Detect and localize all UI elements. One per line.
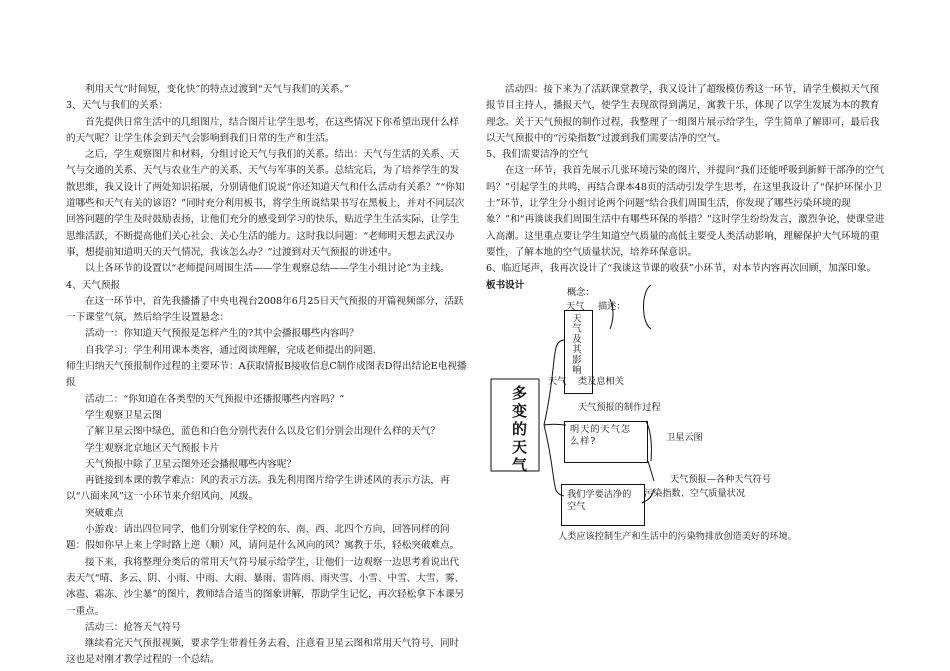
para: 了解卫星云图中绿色，蓝色和白色分别代表什么以及它们分别会出现什么样的天气？	[85, 426, 440, 438]
satellite-label: 卫星云图	[666, 432, 703, 443]
diagram-lines	[486, 283, 886, 563]
para: 首先提供日常生活中的几组图片，结合图片让学生思考，在这些情况下你希望出现什么样的天气呢？让学生体会到天气会影响到我们日常的生产和生活。	[66, 116, 460, 144]
board-diagram	[486, 283, 886, 563]
concept-label: 概念：	[567, 287, 595, 298]
symbols-branch	[648, 461, 654, 481]
box1-text: 天气及其影响	[570, 313, 581, 376]
para: 再链接到本课的教学难点：风的表示方法。我先利用图片给学生讲述风的表示方法，再以“八面来风”这一小环节来介绍风向、风级。	[66, 475, 450, 503]
para: 小游戏：请出四位同学，他们分别家住学校的东、南、西、北四个方向，回答同样的问题：假如你早上来上学时路上逆（顺）风，请问是什么风向的风？寓教于乐，轻松突破难点。	[66, 524, 460, 552]
process-label: 天气预报的制作过程	[578, 402, 661, 413]
para: 活动四：接下来为了活跃课堂教学，我又设计了超级模仿秀这一环节，请学生模拟天气预报节目主持人，播报天气，使学生表现欲得到满足，寓教于乐，体现了以学生发展为本的教育理念。关于天气预报的制作过程，我整理了一组图片展示给学生，学生简单了解即可，最后我以天气预报中的“污染指数”过渡到我们需要洁净的空气。	[486, 84, 880, 144]
pollution-label: 污染指数、空气质量状况	[644, 488, 746, 499]
box-tomorrow-weather	[564, 421, 648, 463]
box1-side-text: 类及息相关	[578, 376, 624, 387]
section-heading: 6、临近尾声，我再次设计了“我谈这节课的收获”小环节，对本节内容再次回顾，加深印象。	[486, 263, 877, 275]
section-heading: 4、天气预报	[66, 279, 121, 291]
para: 学生观察卫星云图	[85, 409, 162, 421]
para: 活动二：“你知道在各类型的天气预报中还播报哪些内容吗？”	[85, 393, 345, 405]
symbols-label: 天气预报—各种天气符号	[670, 474, 772, 485]
para: 接下来，我将整理分类后的常用天气符号展示给学生，让他们一边观察一边思考着说出代表天气“晴、多云、阴、小雨、中雨、大雨、暴雨、雷阵雨、雨夹雪、小雪、中雪、大雪、雾、冰雹、霜冻、沙尘暴”的图片，教师结合适当的图象讲解，帮助学生记忆，再次轻松拿下本课另一重点。	[66, 556, 465, 617]
box1-left-label: 天气	[548, 376, 567, 387]
right-column	[486, 82, 886, 294]
weather-label: 天气	[566, 301, 585, 312]
para: 突破难点	[85, 507, 124, 519]
para: 师生归纳天气预报制作过程的主要环节：A获取情报B接收信息C制作成图表D得出结论E电视播报	[66, 361, 467, 389]
describe-label: 描述：	[598, 301, 626, 312]
para: 活动一：你知道天气预报是怎样产生的?其中会播报哪些内容吗？	[85, 328, 359, 340]
box2-text: 明天的天气怎么样?	[570, 424, 632, 447]
box3-text: 我们学要洁净的空气	[567, 489, 632, 512]
left-column	[66, 82, 467, 669]
board-design-heading: 板书设计	[486, 279, 525, 291]
para: 在这一环节，我首先展示几张环境污染的图片，并提问“我们还能呼吸到新鲜干部净的空气吗？”引起学生的共鸣，再结合课本48页的活动引发学生思考，在这里我设计了“保护环保小卫士”环节，让学生分小组讨论两个问题“结合我们周围生活，你发现了哪些污染环境的现象？”和“再谈谈我们周围生活中有哪些环保的举措？”这时学生纷纷发言，激烈争论，使课堂进入高潮。这里重点要让学生知道空气质量的高低主要受人类活动影响，理解保护大气环境的重要性，了解本地的空气质量状况，培养环保意识。	[486, 165, 885, 258]
para: 利用天气“时间短，变化快”的特点过渡到“天气与我们的关系。”	[85, 84, 350, 95]
bottom-label: 人类应该控制生产和生活中的污染物排放创造美好的环境。	[558, 531, 797, 542]
describe-brace	[644, 285, 652, 329]
main-title: 多变的天气	[510, 385, 528, 475]
para: 以上各环节的设置以“老师提问周围生活——学生观察总结——学生小组讨论”为主线。	[85, 263, 450, 275]
section-heading: 5、我们需要洁净的空气	[486, 149, 589, 161]
box-clean-air	[561, 484, 645, 526]
para: 活动三：抢答天气符号	[85, 621, 181, 633]
para: 继续看完天气预报视频，要求学生带着任务去看，注意看卫星云图和常用天气符号，同时这也是对刚才教学过程的一个总结。	[66, 638, 460, 666]
section-heading: 3、天气与我们的关系：	[66, 100, 169, 112]
para: 之后，学生观察图片和材料，分组讨论天气与我们的关系。结出：天气与生活的关系、天气与交通的关系、天气与农业生产的关系、天气与军事的关系。总结完后，为了培养学生的发散思维，我又设计了两处知识拓展，分别请他们说说“你还知道天气和什么活动有关系？”“你知道哪些和天气有关的谚语？”同时充分利用板书，将学生所说结果书写在黑板上，并对不同层次回答问题的学生及时鼓励表扬，让他们充分的感受到学习的快乐，贴近学生生活实际，让学生思维活跃，不断提高他们关心社会、关心生活的能力。这时我以问题：“老师明天想去武汉办事，想提前知道明天的天气情况，我该怎么办？”过渡到对天气预报的讲述中。	[66, 149, 465, 258]
para: 天气预报中除了卫星云图外还会播报哪些内容呢？	[85, 458, 297, 470]
para: 自我学习：学生利用课本类容，通过阅读理解，完成老师提出的问题.	[85, 344, 376, 356]
para: 学生观察北京地区天气预报卡片	[85, 442, 220, 454]
brace-mid	[544, 424, 566, 425]
para: 在这一环节中，首先我播播了中央电视台2008年6月25日天气预报的开篇视频部分，活跃一下课堂气氛，然后给学生设置悬念：	[66, 295, 464, 324]
